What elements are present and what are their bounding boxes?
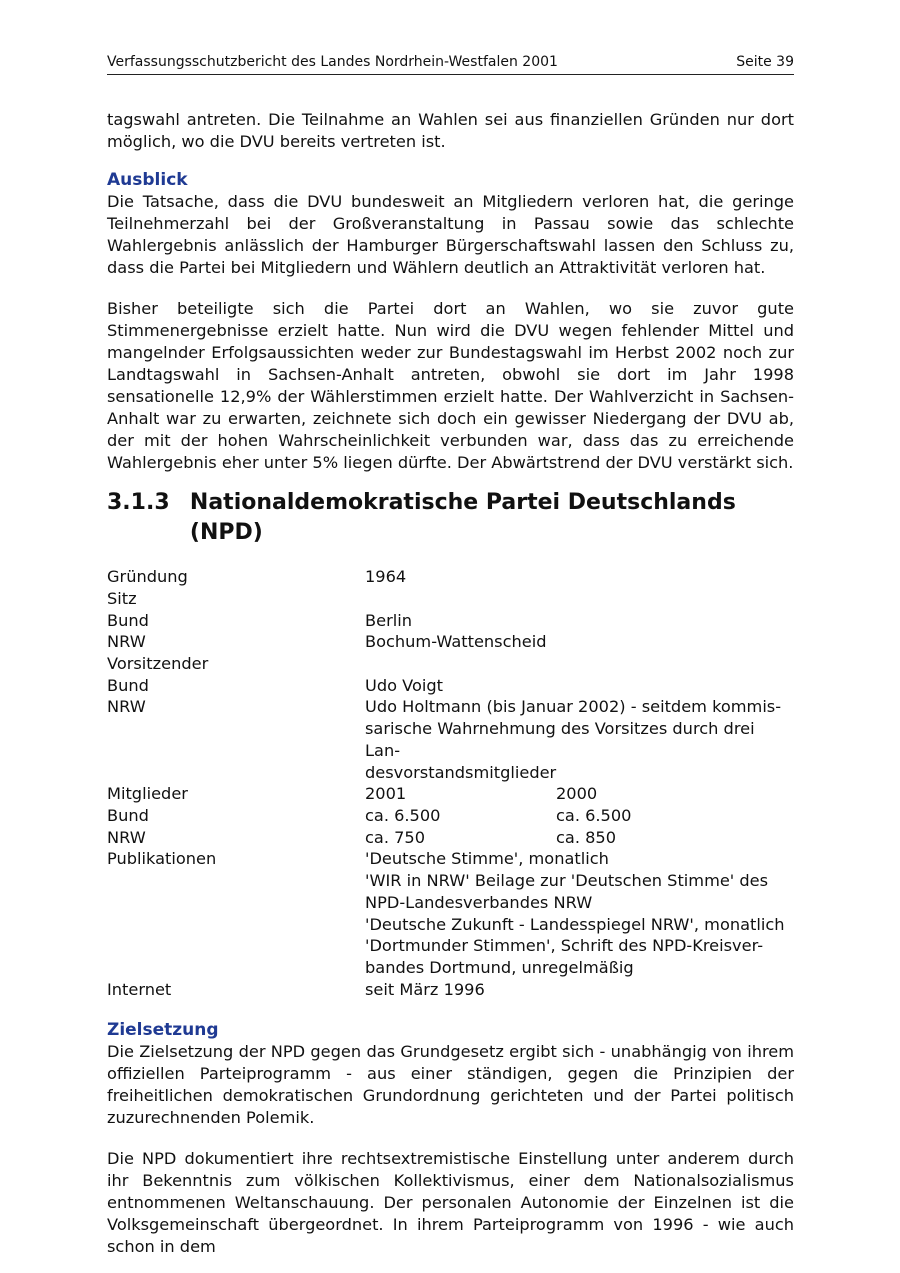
fact-row	[107, 870, 794, 892]
fact-value: 'WIR in NRW' Beilage zur 'Deutschen Stimme' des	[365, 871, 769, 891]
members-nrw-2000: ca. 850	[556, 827, 617, 847]
fact-label: Publikationen	[107, 849, 217, 869]
section-heading	[107, 488, 794, 548]
fact-row	[107, 588, 794, 610]
fact-label: Vorsitzender	[107, 654, 209, 674]
section-title: Nationaldemokratische Partei Deutschlands (NPD)	[189, 490, 736, 545]
fact-row	[107, 610, 794, 632]
fact-row	[107, 805, 794, 827]
fact-row	[107, 653, 794, 675]
fact-value: Udo Voigt	[365, 675, 444, 695]
fact-label: Bund	[107, 610, 149, 630]
fact-label: NRW	[107, 697, 146, 717]
fact-value: 'Deutsche Zukunft - Landesspiegel NRW', monatlich	[365, 914, 785, 934]
zielsetzung-paragraph-1: Die Zielsetzung der NPD gegen das Grundgesetz ergibt sich - unabhängig von ihrem offiziellen Parteiprogramm - aus einer ständigen, gegen die Prinzipien der freiheitlichen demokratischen Grundordnung gerichteten und der Partei politisch zuzurechnenden Polemik.	[107, 1042, 794, 1128]
fact-row	[107, 979, 794, 1001]
members-nrw-2001: ca. 750	[365, 827, 426, 847]
fact-row	[107, 675, 794, 697]
page-header	[107, 52, 794, 75]
fact-label: NRW	[107, 632, 146, 652]
zielsetzung-heading: Zielsetzung	[107, 1020, 219, 1041]
fact-row	[107, 631, 794, 653]
fact-row	[107, 957, 794, 979]
members-bund-2001: ca. 6.500	[365, 805, 441, 825]
fact-row	[107, 783, 794, 805]
fact-label: Sitz	[107, 588, 137, 608]
fact-label: Internet	[107, 979, 172, 999]
ausblick-heading: Ausblick	[107, 170, 188, 190]
fact-value: seit März 1996	[365, 979, 485, 999]
fact-row	[107, 696, 794, 718]
fact-label: Gründung	[107, 567, 188, 587]
page-number: Seite 39	[736, 54, 794, 70]
header-title: Verfassungsschutzbericht des Landes Nordrhein-Westfalen 2001	[107, 54, 558, 70]
fact-value: desvorstandsmitglieder	[365, 762, 557, 782]
ausblick-paragraph-1: Die Tatsache, dass die DVU bundesweit an Mitgliedern verloren hat, die geringe Teilnehmerzahl bei der Großveranstaltung in Passau sowie das schlechte Wahlergebnis anlässlich der Hamburger Bürgerschaftswahl lassen den Schluss zu, dass die Partei bei Mitgliedern und Wählern deutlich an Attraktivität verloren hat.	[107, 192, 794, 277]
fact-label: Bund	[107, 675, 149, 695]
fact-row	[107, 935, 794, 957]
zielsetzung-paragraph-2: Die NPD dokumentiert ihre rechtsextremistische Einstellung unter anderem durch ihr Bekenntnis zum völkischen Kollektivismus, einer dem Nationalsozialismus entnommenen Weltanschauung. Der personalen Autonomie der Einzelnen ist die Volksgemeinschaft übergeordnet. In ihrem Parteiprogramm von 1996 - wie auch schon in dem	[107, 1149, 794, 1257]
fact-value: 1964	[365, 567, 407, 587]
fact-value: NPD-Landesverbandes NRW	[365, 892, 593, 912]
intro-paragraph: tagswahl antreten. Die Teilnahme an Wahlen sei aus finanziellen Gründen nur dort möglich, wo die DVU bereits vertreten ist.	[107, 110, 794, 151]
fact-label: Bund	[107, 805, 149, 825]
document-page	[107, 52, 794, 1258]
fact-value: Bochum-Wattenscheid	[365, 632, 547, 652]
fact-value: Udo Holtmann (bis Januar 2002) - seitdem kommis-	[365, 697, 782, 717]
fact-row	[107, 762, 794, 784]
fact-value: 'Deutsche Stimme', monatlich	[365, 849, 609, 869]
fact-value: 'Dortmunder Stimmen', Schrift des NPD-Kreisver-	[365, 936, 764, 956]
fact-value: sarische Wahrnehmung des Vorsitzes durch drei Lan-	[365, 719, 755, 760]
fact-row	[107, 848, 794, 870]
fact-row	[107, 566, 794, 588]
members-bund-2000: ca. 6.500	[556, 805, 632, 825]
fact-value: Berlin	[365, 610, 412, 630]
ausblick-paragraph-2: Bisher beteiligte sich die Partei dort an Wahlen, wo sie zuvor gute Stimmenergebnisse erzielt hatte. Nun wird die DVU wegen fehlender Mittel und mangelnder Erfolgsaussichten weder zur Bundestagswahl im Herbst 2002 noch zur Landtagswahl in Sachsen-Anhalt antreten, obwohl sie dort im Jahr 1998 sensationelle 12,9% der Wählerstimmen erzielt hatte. Der Wahlverzicht in Sachsen-Anhalt war zu erwarten, zeichnete sich doch ein gewisser Niedergang der DVU ab, der mit der hohen Wahrscheinlichkeit verbunden war, dass das zu erreichende Wahlergebnis eher unter 5% liegen dürfte. Der Abwärtstrend der DVU verstärkt sich.	[107, 299, 794, 472]
fact-row	[107, 892, 794, 914]
fact-row	[107, 827, 794, 849]
party-facts-table	[107, 566, 794, 1000]
fact-label: NRW	[107, 827, 146, 847]
section-number: 3.1.3	[107, 490, 170, 515]
fact-label: Mitglieder	[107, 784, 188, 804]
fact-row	[107, 718, 794, 761]
fact-value: bandes Dortmund, unregelmäßig	[365, 957, 634, 977]
year-2000: 2000	[556, 784, 598, 804]
fact-row	[107, 914, 794, 936]
year-2001: 2001	[365, 784, 407, 804]
